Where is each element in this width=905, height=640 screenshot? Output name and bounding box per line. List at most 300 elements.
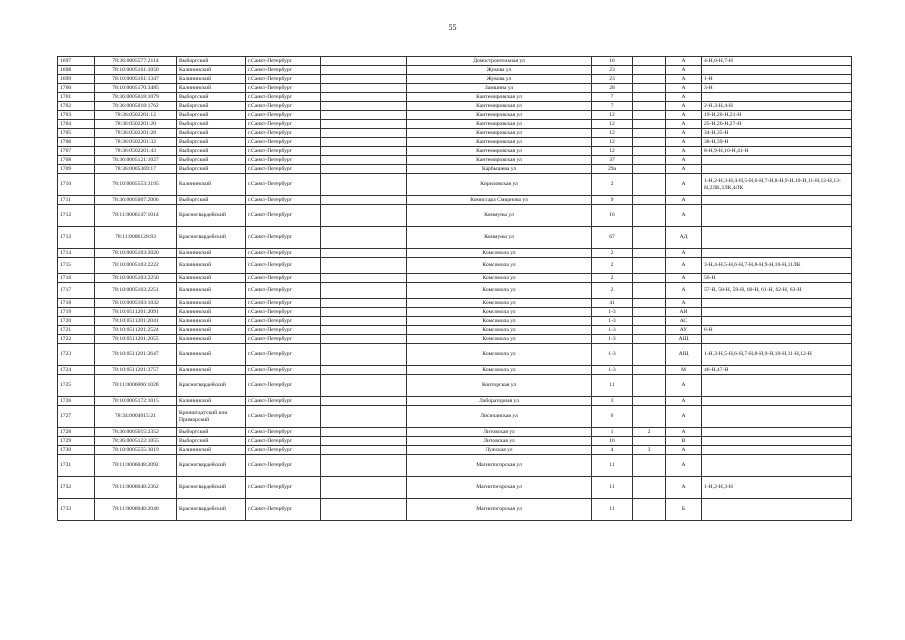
- empty-cell: [321, 120, 407, 129]
- street-cell: Конторская ул: [407, 375, 592, 397]
- district-cell: Калининский: [177, 174, 246, 196]
- building-cell: [633, 66, 666, 75]
- cadastral-number-cell: 78:10:0511201:2091: [95, 308, 177, 317]
- city-cell: г.Санкт-Петербург: [246, 375, 321, 397]
- table-row: [58, 147, 852, 156]
- cadastral-number-cell: 78:10:0005103:2222: [95, 258, 177, 274]
- letter-cell: М: [666, 366, 702, 375]
- city-cell: г.Санкт-Петербург: [246, 283, 321, 299]
- table-row: [58, 455, 852, 477]
- premises-cell: [702, 156, 852, 165]
- premises-cell: 3-Н,4-Н,5-Н,6-Н,7-Н,8-Н,9-Н,10-Н,11ЛК: [702, 258, 852, 274]
- district-cell: Выборгский: [177, 156, 246, 165]
- letter-cell: АС: [666, 317, 702, 326]
- district-cell: Красногвардейский: [177, 455, 246, 477]
- empty-cell: [321, 299, 407, 308]
- street-cell: Магнитогорская ул: [407, 455, 592, 477]
- district-cell: Выборгский: [177, 147, 246, 156]
- house-cell: 2: [592, 249, 633, 258]
- cadastral-number-cell: 78:36:0502201:20: [95, 120, 177, 129]
- premises-cell: [702, 165, 852, 174]
- street-cell: Магнитогорская ул: [407, 477, 592, 499]
- row-number-cell: 1727: [58, 406, 95, 428]
- city-cell: г.Санкт-Петербург: [246, 196, 321, 205]
- empty-cell: [321, 75, 407, 84]
- letter-cell: А: [666, 111, 702, 120]
- house-cell: 41: [592, 299, 633, 308]
- street-cell: Жукова ул: [407, 66, 592, 75]
- district-cell: Калининский: [177, 317, 246, 326]
- letter-cell: А: [666, 174, 702, 196]
- city-cell: г.Санкт-Петербург: [246, 120, 321, 129]
- house-cell: 16: [592, 57, 633, 66]
- table-row: [58, 165, 852, 174]
- table-row: [58, 477, 852, 499]
- cadastral-number-cell: 78:36:0005015:2352: [95, 428, 177, 437]
- cadastral-number-cell: 78:36:0502201:32: [95, 138, 177, 147]
- house-cell: 12: [592, 138, 633, 147]
- premises-cell: [702, 227, 852, 249]
- house-cell: 3: [592, 397, 633, 406]
- table-row: [58, 174, 852, 196]
- row-number-cell: 1707: [58, 147, 95, 156]
- city-cell: г.Санкт-Петербург: [246, 129, 321, 138]
- city-cell: г.Санкт-Петербург: [246, 446, 321, 455]
- street-cell: Комсомола ул: [407, 335, 592, 344]
- house-cell: 1-3: [592, 308, 633, 317]
- city-cell: г.Санкт-Петербург: [246, 406, 321, 428]
- district-cell: Выборгский: [177, 428, 246, 437]
- house-cell: 12: [592, 111, 633, 120]
- city-cell: г.Санкт-Петербург: [246, 344, 321, 366]
- cadastral-number-cell: 78:11:0006147:1014: [95, 205, 177, 227]
- letter-cell: АЩ: [666, 344, 702, 366]
- district-cell: Калининский: [177, 299, 246, 308]
- house-cell: 11: [592, 499, 633, 521]
- building-cell: [633, 375, 666, 397]
- empty-cell: [321, 138, 407, 147]
- row-number-cell: 1706: [58, 138, 95, 147]
- district-cell: Красногвардейский: [177, 227, 246, 249]
- letter-cell: А: [666, 196, 702, 205]
- premises-cell: [702, 249, 852, 258]
- table-row: [58, 344, 852, 366]
- district-cell: Выборгский: [177, 437, 246, 446]
- row-number-cell: 1713: [58, 227, 95, 249]
- district-cell: Выборгский: [177, 102, 246, 111]
- empty-cell: [321, 326, 407, 335]
- premises-cell: [702, 196, 852, 205]
- district-cell: Калининский: [177, 397, 246, 406]
- empty-cell: [321, 455, 407, 477]
- district-cell: Выборгский: [177, 196, 246, 205]
- cadastral-number-cell: 78:10:0005555:3019: [95, 446, 177, 455]
- letter-cell: А: [666, 165, 702, 174]
- table-row: [58, 299, 852, 308]
- city-cell: г.Санкт-Петербург: [246, 308, 321, 317]
- building-cell: [633, 299, 666, 308]
- letter-cell: А: [666, 406, 702, 428]
- register-table-body: [58, 57, 852, 521]
- letter-cell: АЩ: [666, 335, 702, 344]
- table-row: [58, 75, 852, 84]
- house-cell: 16: [592, 437, 633, 446]
- cadastral-number-cell: 78:10:0005553:3195: [95, 174, 177, 196]
- empty-cell: [321, 446, 407, 455]
- row-number-cell: 1700: [58, 84, 95, 93]
- street-cell: Кантемировская ул: [407, 129, 592, 138]
- building-cell: [633, 227, 666, 249]
- building-cell: [633, 196, 666, 205]
- house-cell: 23: [592, 75, 633, 84]
- cadastral-number-cell: 78:10:0511201:3757: [95, 366, 177, 375]
- building-cell: [633, 205, 666, 227]
- cadastral-number-cell: 78:11:0006066:1028: [95, 375, 177, 397]
- street-cell: Кантемировская ул: [407, 93, 592, 102]
- building-cell: [633, 283, 666, 299]
- row-number-cell: 1730: [58, 446, 95, 455]
- table-row: [58, 102, 852, 111]
- table-row: [58, 120, 852, 129]
- row-number-cell: 1701: [58, 93, 95, 102]
- cadastral-number-cell: 78:36:0005018:1762: [95, 102, 177, 111]
- district-cell: Калининский: [177, 335, 246, 344]
- building-cell: [633, 477, 666, 499]
- row-number-cell: 1724: [58, 366, 95, 375]
- row-number-cell: 1704: [58, 120, 95, 129]
- house-cell: 4: [592, 446, 633, 455]
- city-cell: г.Санкт-Петербург: [246, 437, 321, 446]
- empty-cell: [321, 308, 407, 317]
- city-cell: г.Санкт-Петербург: [246, 299, 321, 308]
- city-cell: г.Санкт-Петербург: [246, 366, 321, 375]
- row-number-cell: 1726: [58, 397, 95, 406]
- row-number-cell: 1699: [58, 75, 95, 84]
- street-cell: Комиссара Смирнова ул: [407, 196, 592, 205]
- district-cell: Красногвардейский: [177, 477, 246, 499]
- district-cell: Кронштадтский или Приморский: [177, 406, 246, 428]
- empty-cell: [321, 196, 407, 205]
- premises-cell: [702, 455, 852, 477]
- street-cell: Комсомола ул: [407, 249, 592, 258]
- house-cell: 9: [592, 196, 633, 205]
- empty-cell: [321, 66, 407, 75]
- premises-cell: [702, 205, 852, 227]
- street-cell: Магнитогорская ул: [407, 499, 592, 521]
- premises-cell: [702, 446, 852, 455]
- row-number-cell: 1722: [58, 335, 95, 344]
- street-cell: Кантемировская ул: [407, 102, 592, 111]
- city-cell: г.Санкт-Петербург: [246, 84, 321, 93]
- city-cell: г.Санкт-Петербург: [246, 102, 321, 111]
- letter-cell: А: [666, 375, 702, 397]
- city-cell: г.Санкт-Петербург: [246, 455, 321, 477]
- cadastral-number-cell: 78:10:0005161:1050: [95, 66, 177, 75]
- premises-cell: [702, 375, 852, 397]
- empty-cell: [321, 375, 407, 397]
- building-cell: [633, 326, 666, 335]
- table-row: [58, 249, 852, 258]
- cadastral-number-cell: 78:36:0502201:43: [95, 147, 177, 156]
- empty-cell: [321, 227, 407, 249]
- row-number-cell: 1729: [58, 437, 95, 446]
- row-number-cell: 1703: [58, 111, 95, 120]
- row-number-cell: 1731: [58, 455, 95, 477]
- street-cell: Комсомола ул: [407, 344, 592, 366]
- street-cell: Комсомола ул: [407, 366, 592, 375]
- building-cell: [633, 499, 666, 521]
- premises-cell: 57-Н, 58-Н, 59-Н, 60-Н, 61-Н, 62-Н, 63-Н: [702, 283, 852, 299]
- table-row: [58, 258, 852, 274]
- letter-cell: А: [666, 446, 702, 455]
- house-cell: 2: [592, 283, 633, 299]
- letter-cell: АУ: [666, 326, 702, 335]
- district-cell: Калининский: [177, 258, 246, 274]
- cadastral-number-cell: 78:36:0502201:28: [95, 129, 177, 138]
- table-row: [58, 308, 852, 317]
- cadastral-number-cell: 78:36:0005369:17: [95, 165, 177, 174]
- letter-cell: А: [666, 120, 702, 129]
- cadastral-number-cell: 78:10:0005161:1347: [95, 75, 177, 84]
- premises-cell: [702, 397, 852, 406]
- table-row: [58, 428, 852, 437]
- letter-cell: А: [666, 274, 702, 283]
- table-row: [58, 129, 852, 138]
- district-cell: Красногвардейский: [177, 205, 246, 227]
- empty-cell: [321, 437, 407, 446]
- district-cell: Калининский: [177, 84, 246, 93]
- cadastral-number-cell: 78:11:0006048:2362: [95, 477, 177, 499]
- letter-cell: А: [666, 102, 702, 111]
- city-cell: г.Санкт-Петербург: [246, 227, 321, 249]
- premises-cell: [702, 93, 852, 102]
- empty-cell: [321, 129, 407, 138]
- building-cell: [633, 455, 666, 477]
- district-cell: Калининский: [177, 326, 246, 335]
- house-cell: 1-3: [592, 335, 633, 344]
- letter-cell: А: [666, 147, 702, 156]
- building-cell: 3: [633, 446, 666, 455]
- district-cell: Красногвардейский: [177, 499, 246, 521]
- cadastral-number-cell: 78:10:0511201:2647: [95, 344, 177, 366]
- letter-cell: А: [666, 156, 702, 165]
- city-cell: г.Санкт-Петербург: [246, 428, 321, 437]
- city-cell: г.Санкт-Петербург: [246, 147, 321, 156]
- premises-cell: [702, 308, 852, 317]
- letter-cell: А: [666, 249, 702, 258]
- street-cell: Кантемировская ул: [407, 138, 592, 147]
- empty-cell: [321, 111, 407, 120]
- district-cell: Выборгский: [177, 120, 246, 129]
- table-row: [58, 274, 852, 283]
- city-cell: г.Санкт-Петербург: [246, 249, 321, 258]
- city-cell: г.Санкт-Петербург: [246, 397, 321, 406]
- premises-cell: 34-Н,35-Н: [702, 129, 852, 138]
- empty-cell: [321, 406, 407, 428]
- street-cell: Комсомола ул: [407, 308, 592, 317]
- building-cell: [633, 249, 666, 258]
- street-cell: Лисичанская ул: [407, 406, 592, 428]
- register-table: [57, 56, 852, 521]
- district-cell: Калининский: [177, 366, 246, 375]
- page-number: 55: [448, 23, 457, 32]
- row-number-cell: 1725: [58, 375, 95, 397]
- table-row: [58, 499, 852, 521]
- cadastral-number-cell: 78:36:0005122:1055: [95, 437, 177, 446]
- house-cell: 1-3: [592, 326, 633, 335]
- house-cell: 11: [592, 477, 633, 499]
- city-cell: г.Санкт-Петербург: [246, 326, 321, 335]
- letter-cell: А: [666, 477, 702, 499]
- house-cell: 1-3: [592, 366, 633, 375]
- row-number-cell: 1715: [58, 258, 95, 274]
- table-row: [58, 205, 852, 227]
- city-cell: г.Санкт-Петербург: [246, 66, 321, 75]
- premises-cell: 1-Н,2-Н,3-Н,4-Н,5-Н,6-Н,7-Н,8-Н,9-Н,10-Н,11-Н,12-Н,13-Н,2ЛК,3ЛК,4ЛК: [702, 174, 852, 196]
- premises-cell: 6-Н: [702, 326, 852, 335]
- building-cell: [633, 165, 666, 174]
- cadastral-number-cell: 78:10:0005103:2020: [95, 249, 177, 258]
- empty-cell: [321, 156, 407, 165]
- house-cell: 1-3: [592, 317, 633, 326]
- street-cell: Лабораторная ул: [407, 397, 592, 406]
- table-row: [58, 437, 852, 446]
- empty-cell: [321, 344, 407, 366]
- premises-cell: [702, 335, 852, 344]
- street-cell: Литовская ул: [407, 437, 592, 446]
- table-row: [58, 111, 852, 120]
- premises-cell: 25-Н,26-Н,27-Н: [702, 120, 852, 129]
- letter-cell: А: [666, 129, 702, 138]
- building-cell: [633, 366, 666, 375]
- district-cell: Калининский: [177, 274, 246, 283]
- city-cell: г.Санкт-Петербург: [246, 156, 321, 165]
- district-cell: Калининский: [177, 308, 246, 317]
- premises-cell: [702, 428, 852, 437]
- premises-cell: [702, 299, 852, 308]
- building-cell: [633, 111, 666, 120]
- street-cell: Комсомола ул: [407, 326, 592, 335]
- house-cell: 1: [592, 428, 633, 437]
- table-row: [58, 196, 852, 205]
- letter-cell: А: [666, 75, 702, 84]
- letter-cell: А: [666, 66, 702, 75]
- street-cell: Комсомола ул: [407, 258, 592, 274]
- letter-cell: А: [666, 258, 702, 274]
- premises-cell: 1-Н,3-Н,5-Н,6-Н,7-Н,8-Н,9-Н,10-Н,11-Н,12-Н: [702, 344, 852, 366]
- building-cell: [633, 174, 666, 196]
- empty-cell: [321, 84, 407, 93]
- letter-cell: Б: [666, 499, 702, 521]
- city-cell: г.Санкт-Петербург: [246, 57, 321, 66]
- city-cell: г.Санкт-Петербург: [246, 111, 321, 120]
- building-cell: [633, 84, 666, 93]
- street-cell: Кантемировская ул: [407, 147, 592, 156]
- letter-cell: А: [666, 428, 702, 437]
- empty-cell: [321, 335, 407, 344]
- cadastral-number-cell: 78:10:0005172:1015: [95, 397, 177, 406]
- cadastral-number-cell: 78:36:0005007:2006: [95, 196, 177, 205]
- row-number-cell: 1728: [58, 428, 95, 437]
- street-cell: Комсомола ул: [407, 299, 592, 308]
- table-row: [58, 326, 852, 335]
- letter-cell: А: [666, 57, 702, 66]
- cadastral-number-cell: 78:34:0004015:21: [95, 406, 177, 428]
- district-cell: Калининский: [177, 344, 246, 366]
- house-cell: 12: [592, 120, 633, 129]
- row-number-cell: 1717: [58, 283, 95, 299]
- district-cell: Калининский: [177, 66, 246, 75]
- letter-cell: А: [666, 205, 702, 227]
- empty-cell: [321, 274, 407, 283]
- table-row: [58, 406, 852, 428]
- empty-cell: [321, 147, 407, 156]
- house-cell: 7: [592, 102, 633, 111]
- premises-cell: 4-Н,6-Н,7-Н: [702, 57, 852, 66]
- table-row: [58, 84, 852, 93]
- table-row: [58, 446, 852, 455]
- house-cell: 28: [592, 84, 633, 93]
- house-cell: 6: [592, 406, 633, 428]
- house-cell: 2: [592, 274, 633, 283]
- letter-cell: А: [666, 397, 702, 406]
- letter-cell: В: [666, 437, 702, 446]
- row-number-cell: 1721: [58, 326, 95, 335]
- letter-cell: А: [666, 455, 702, 477]
- empty-cell: [321, 249, 407, 258]
- row-number-cell: 1718: [58, 299, 95, 308]
- street-cell: Домостроительная ул: [407, 57, 592, 66]
- district-cell: Выборгский: [177, 111, 246, 120]
- street-cell: Кириловская ул: [407, 174, 592, 196]
- row-number-cell: 1720: [58, 317, 95, 326]
- letter-cell: АИ: [666, 308, 702, 317]
- city-cell: г.Санкт-Петербург: [246, 258, 321, 274]
- row-number-cell: 1723: [58, 344, 95, 366]
- street-cell: Карбышева ул: [407, 165, 592, 174]
- building-cell: [633, 129, 666, 138]
- house-cell: 29а: [592, 165, 633, 174]
- street-cell: Коммуны ул: [407, 227, 592, 249]
- row-number-cell: 1708: [58, 156, 95, 165]
- city-cell: г.Санкт-Петербург: [246, 138, 321, 147]
- cadastral-number-cell: 78:36:0005577:2114: [95, 57, 177, 66]
- empty-cell: [321, 57, 407, 66]
- house-cell: 11: [592, 455, 633, 477]
- street-cell: Комсомола ул: [407, 283, 592, 299]
- premises-cell: 19-Н,20-Н,21-Н: [702, 111, 852, 120]
- cadastral-number-cell: 78:36:0005121:1027: [95, 156, 177, 165]
- cadastral-number-cell: 78:10:0511201:2524: [95, 326, 177, 335]
- city-cell: г.Санкт-Петербург: [246, 165, 321, 174]
- row-number-cell: 1698: [58, 66, 95, 75]
- table-row: [58, 93, 852, 102]
- premises-cell: 46-Н,47-Н: [702, 366, 852, 375]
- building-cell: [633, 102, 666, 111]
- cadastral-number-cell: 78:36:0005018:1079: [95, 93, 177, 102]
- row-number-cell: 1709: [58, 165, 95, 174]
- house-cell: 12: [592, 147, 633, 156]
- table-row: [58, 227, 852, 249]
- cadastral-number-cell: 78:11:0006048:2092: [95, 455, 177, 477]
- table-row: [58, 335, 852, 344]
- house-cell: 37: [592, 156, 633, 165]
- street-cell: Замшина ул: [407, 84, 592, 93]
- district-cell: Калининский: [177, 446, 246, 455]
- premises-cell: 8-Н,9-Н,10-Н,41-Н: [702, 147, 852, 156]
- city-cell: г.Санкт-Петербург: [246, 174, 321, 196]
- street-cell: Комсомола ул: [407, 274, 592, 283]
